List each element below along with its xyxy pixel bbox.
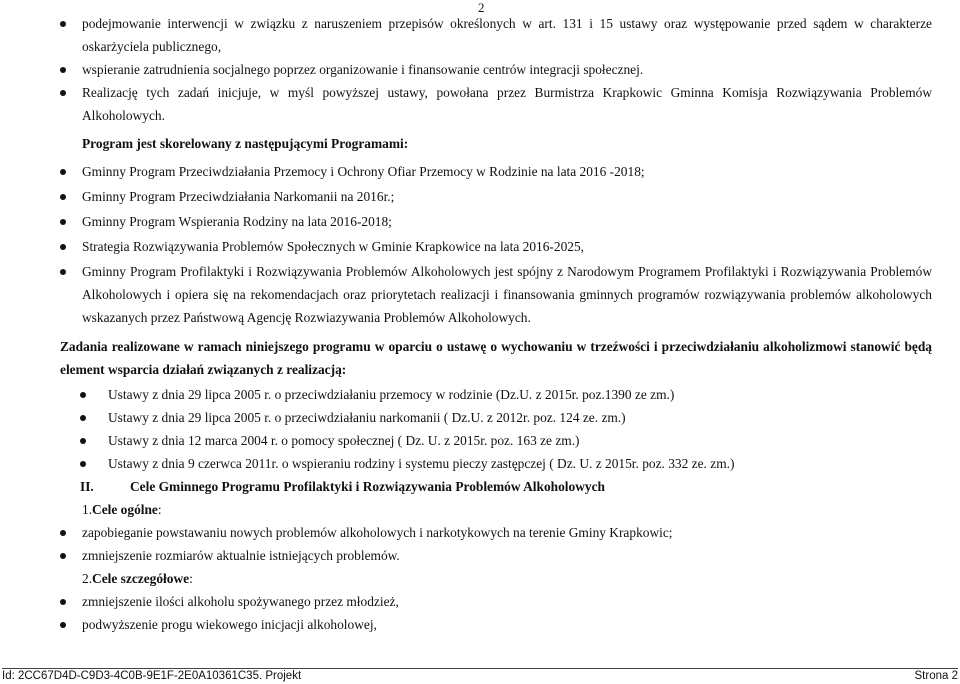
- list-item: Realizację tych zadań inicjuje, w myśl powyższej ustawy, powołana przez Burmistrza Krapkowic Gminna Komisja Rozwiązywania Problemów Alkoholowych.: [60, 81, 932, 127]
- programs-heading: Program jest skorelowany z następującymi Programami:: [82, 136, 409, 151]
- list-item: Gminny Program Przeciwdziałania Narkomanii na 2016r.;: [60, 185, 932, 208]
- page-footer: [2, 668, 958, 682]
- bullet-icon: [60, 244, 66, 250]
- bullet-icon: [60, 21, 66, 27]
- list-item: zmniejszenie ilości alkoholu spożywanego przez młodzież,: [60, 590, 932, 613]
- list-item: zmniejszenie rozmiarów aktualnie istniejących problemów.: [60, 544, 932, 567]
- list-item: Strategia Rozwiązywania Problemów Społecznych w Gminie Krapkowice na lata 2016-2025,: [60, 235, 932, 258]
- bullet-icon: [60, 67, 66, 73]
- list-item: Ustawy z dnia 9 czerwca 2011r. o wspieraniu rodziny i systemu pieczy zastępczej ( Dz. U. z 2015r. poz. 332 ze. zm.): [80, 452, 932, 475]
- bullet-icon: [60, 219, 66, 225]
- list-item: Ustawy z dnia 29 lipca 2005 r. o przeciwdziałaniu narkomanii ( Dz.U. z 2012r. poz. 124 ze. zm.): [80, 406, 932, 429]
- general-goals-list: [60, 521, 932, 567]
- list-item: Gminny Program Wspierania Rodziny na lata 2016-2018;: [60, 210, 932, 233]
- list-item: Ustawy z dnia 29 lipca 2005 r. o przeciwdziałaniu przemocy w rodzinie (Dz.U. z 2015r. poz.1390 ze zm.): [80, 383, 932, 406]
- section-title: Cele Gminnego Programu Profilaktyki i Rozwiązywania Problemów Alkoholowych: [130, 479, 605, 494]
- bullet-icon: [60, 553, 66, 559]
- list-item: wspieranie zatrudnienia socjalnego poprzez organizowanie i finansowanie centrów integracji społecznej.: [60, 58, 932, 81]
- tasks-paragraph: Zadania realizowane w ramach niniejszego programu w oparciu o ustawę o wychowaniu w trzeźwości i przeciwdziałaniu alkoholizmowi stanowić będą element wsparcia działań związanych z realizacją:: [60, 339, 932, 377]
- general-goals-heading: 1.Cele ogólne:: [82, 502, 162, 517]
- bullet-icon: [80, 392, 86, 398]
- bullet-icon: [60, 269, 66, 275]
- page-number: 2: [478, 0, 485, 15]
- bullet-icon: [80, 461, 86, 467]
- specific-goals-heading: 2.Cele szczegółowe:: [82, 571, 193, 586]
- duties-list: [60, 12, 932, 127]
- bullet-icon: [80, 438, 86, 444]
- section-number: II.: [80, 479, 94, 494]
- legal-acts-list: [80, 383, 932, 475]
- page-label: Strona 2: [914, 670, 958, 682]
- bullet-icon: [60, 530, 66, 536]
- bullet-icon: [60, 599, 66, 605]
- document-body: [60, 12, 932, 636]
- bullet-icon: [60, 622, 66, 628]
- bullet-icon: [80, 415, 86, 421]
- list-item: Gminny Program Profilaktyki i Rozwiązywania Problemów Alkoholowych jest spójny z Narodowym Programem Profilaktyki i Rozwiązywania Problemów Alkoholowych i opiera się na rekomendacjach oraz priorytetach realizacji i finansowania gminnych programów rozwiązywania problemów alkoholowych wskazanych przez Państwową Agencję Rozwiazywania Problemów Alkoholowych.: [60, 260, 932, 329]
- bullet-icon: [60, 169, 66, 175]
- list-item: podejmowanie interwencji w związku z naruszeniem przepisów określonych w art. 131 i 15 ustawy oraz występowanie przed sądem w charakterze oskarżyciela publicznego,: [60, 12, 932, 58]
- list-item: Ustawy z dnia 12 marca 2004 r. o pomocy społecznej ( Dz. U. z 2015r. poz. 163 ze zm.): [80, 429, 932, 452]
- list-item: podwyższenie progu wiekowego inicjacji alkoholowej,: [60, 613, 932, 636]
- list-item: Gminny Program Przeciwdziałania Przemocy i Ochrony Ofiar Przemocy w Rodzinie na lata 2016 -2018;: [60, 160, 932, 183]
- bullet-icon: [60, 194, 66, 200]
- document-id: Id: 2CC67D4D-C9D3-4C0B-9E1F-2E0A10361C35. Projekt: [2, 670, 302, 682]
- programs-list: [60, 160, 932, 329]
- specific-goals-list: [60, 590, 932, 636]
- list-item: zapobieganie powstawaniu nowych problemów alkoholowych i narkotykowych na terenie Gminy Krapkowic;: [60, 521, 932, 544]
- section-heading: [60, 475, 932, 498]
- bullet-icon: [60, 90, 66, 96]
